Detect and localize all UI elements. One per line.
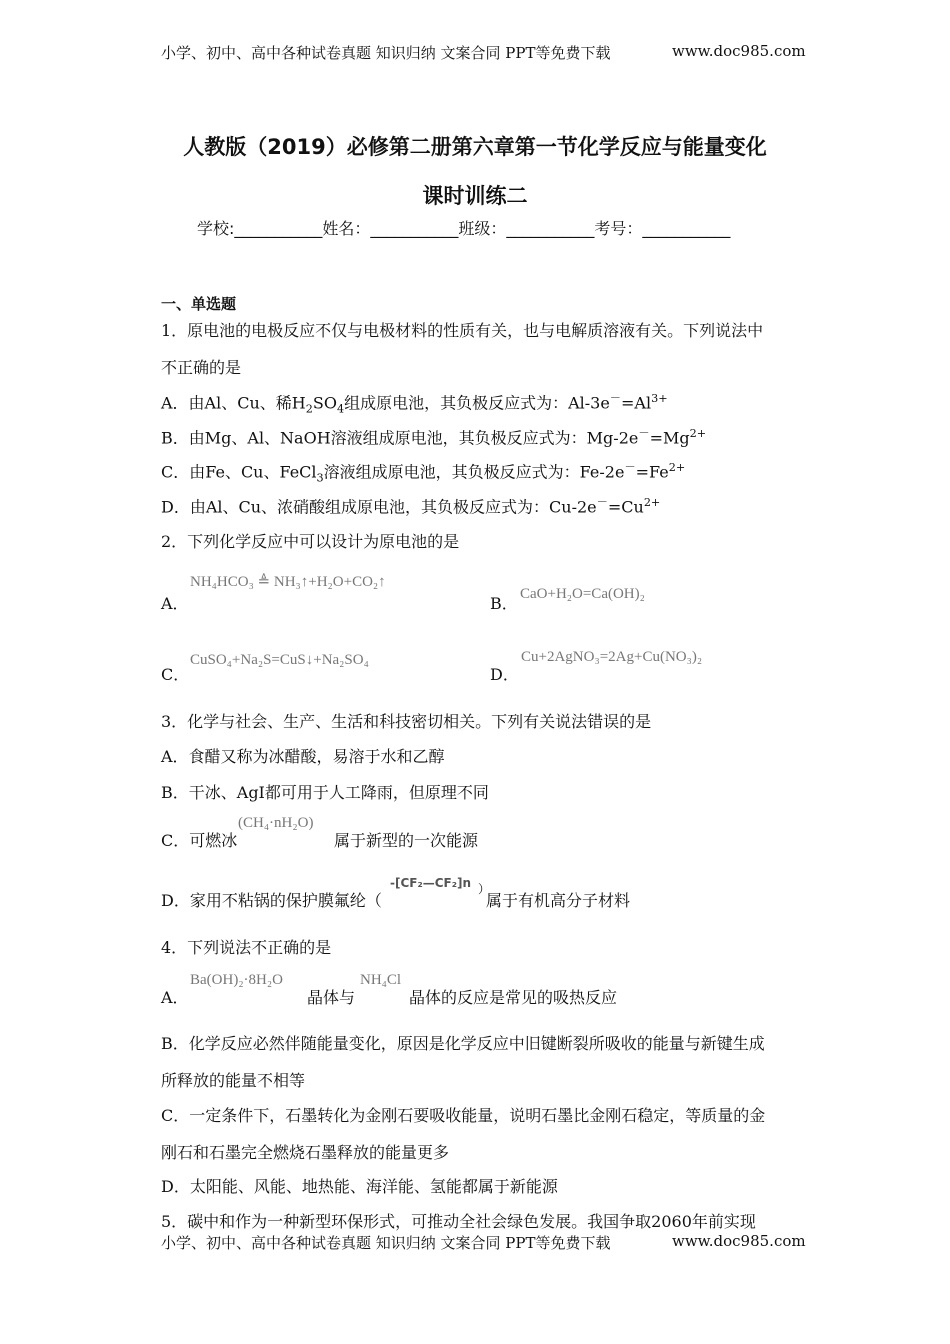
q3-stem: 3．化学与社会、生产、生活和科技密切相关。下列有关说法错误的是 xyxy=(161,712,652,731)
q2-option-b-formula: CaO+H₂O=Ca(OH)₂ xyxy=(520,586,645,602)
q4-option-a-formula-2: NH₄Cl xyxy=(360,972,402,988)
student-info-line: 学校:___________姓名：___________班级：___________考号：___________ xyxy=(197,219,731,238)
q2-option-d-formula: Cu+2AgNO₃=2Ag+Cu(NO₃)₂ xyxy=(521,649,703,665)
q4-stem: 4．下列说法不正确的是 xyxy=(161,938,332,957)
q2-option-c-label: C． xyxy=(161,665,190,684)
q4-option-a-post: 晶体的反应是常见的吸热反应 xyxy=(409,988,618,1007)
q5-stem: 5．碳中和作为一种新型环保形式，可推动全社会绿色发展。我国争取2060年前实现 xyxy=(161,1212,756,1231)
q3-option-d-close: ） xyxy=(478,882,491,896)
q1-stem-line1: 1．原电池的电极反应不仅与电极材料的性质有关，也与电解质溶液有关。下列说法中 xyxy=(161,321,764,340)
q3-option-d-pre: D．家用不粘锅的保护膜氟纶（ xyxy=(161,891,382,910)
page-subtitle: 课时训练二 xyxy=(422,184,528,208)
q3-option-c-post: 属于新型的一次能源 xyxy=(334,831,479,850)
q2-stem: 2．下列化学反应中可以设计为原电池的是 xyxy=(161,532,460,551)
q4-option-a-label: A． xyxy=(161,988,189,1007)
q2-option-b-label: B． xyxy=(490,594,518,613)
q3-option-c-formula: (CH₄·nH₂O) xyxy=(238,815,314,831)
section-heading: 一、单选题 xyxy=(161,295,237,313)
q3-option-b: B．干冰、AgI都可用于人工降雨，但原理不同 xyxy=(161,783,489,802)
q1-stem-line2: 不正确的是 xyxy=(161,358,242,377)
q3-option-d-post: 属于有机高分子材料 xyxy=(486,891,631,910)
q3-option-a: A．食醋又称为冰醋酸，易溶于水和乙醇 xyxy=(161,747,445,766)
q2-option-d-label: D． xyxy=(490,665,519,684)
q4-option-c-line2: 刚石和石墨完全燃烧石墨释放的能量更多 xyxy=(161,1143,450,1162)
q4-option-c-line1: C．一定条件下，石墨转化为金刚石要吸收能量，说明石墨比金刚石稳定，等质量的金 xyxy=(161,1106,766,1125)
q2-option-a-formula: NH₄HCO₃ ≜ NH₃↑+H₂O+CO₂↑ xyxy=(190,574,386,590)
footer-ad-text: 小学、初中、高中各种试卷真题 知识归纳 文案合同 PPT等免费下载 xyxy=(161,1234,611,1252)
q4-option-d: D．太阳能、风能、地热能、海洋能、氢能都属于新能源 xyxy=(161,1177,558,1196)
q1-option-a: A．由Al、Cu、稀$H_2SO_4$组成原电池，其负极反应式为：$Al-3e^-=Al^{3+}$ xyxy=(161,392,668,416)
q1-option-c: C．由Fe、Cu、FeCl$_3$溶液组成原电池，其负极反应式为：$Fe-2e^-=Fe^{2+}$ xyxy=(161,461,686,485)
q1-option-d: D．由Al、Cu、浓硝酸组成原电池，其负极反应式为：$Cu-2e^-=Cu^{2+}$ xyxy=(161,496,661,517)
q2-option-a-label: A． xyxy=(161,594,189,613)
page-title: 人教版（2019）必修第二册第六章第一节化学反应与能量变化 xyxy=(183,135,767,159)
q4-option-b-line1: B．化学反应必然伴随能量变化，原因是化学反应中旧键断裂所吸收的能量与新键生成 xyxy=(161,1034,765,1053)
q1-option-b: B．由Mg、Al、NaOH溶液组成原电池，其负极反应式为：$Mg-2e^-=Mg^{2+}$ xyxy=(161,427,707,448)
header-ad-text: 小学、初中、高中各种试卷真题 知识归纳 文案合同 PPT等免费下载 xyxy=(161,44,611,62)
q4-option-a-mid: 晶体与 xyxy=(307,988,356,1007)
q3-option-d-formula: -[CF₂—CF₂]n xyxy=(390,876,472,890)
header-site-link[interactable]: www.doc985.com xyxy=(672,42,806,60)
q4-option-a-formula-1: Ba(OH)₂·8H₂O xyxy=(190,972,283,988)
q2-option-c-formula: CuSO₄+Na₂S=CuS↓+Na₂SO₄ xyxy=(190,652,369,668)
footer-site-link[interactable]: www.doc985.com xyxy=(672,1232,806,1250)
q4-option-b-line2: 所释放的能量不相等 xyxy=(161,1071,306,1090)
q3-option-c-pre: C．可燃冰 xyxy=(161,831,238,850)
